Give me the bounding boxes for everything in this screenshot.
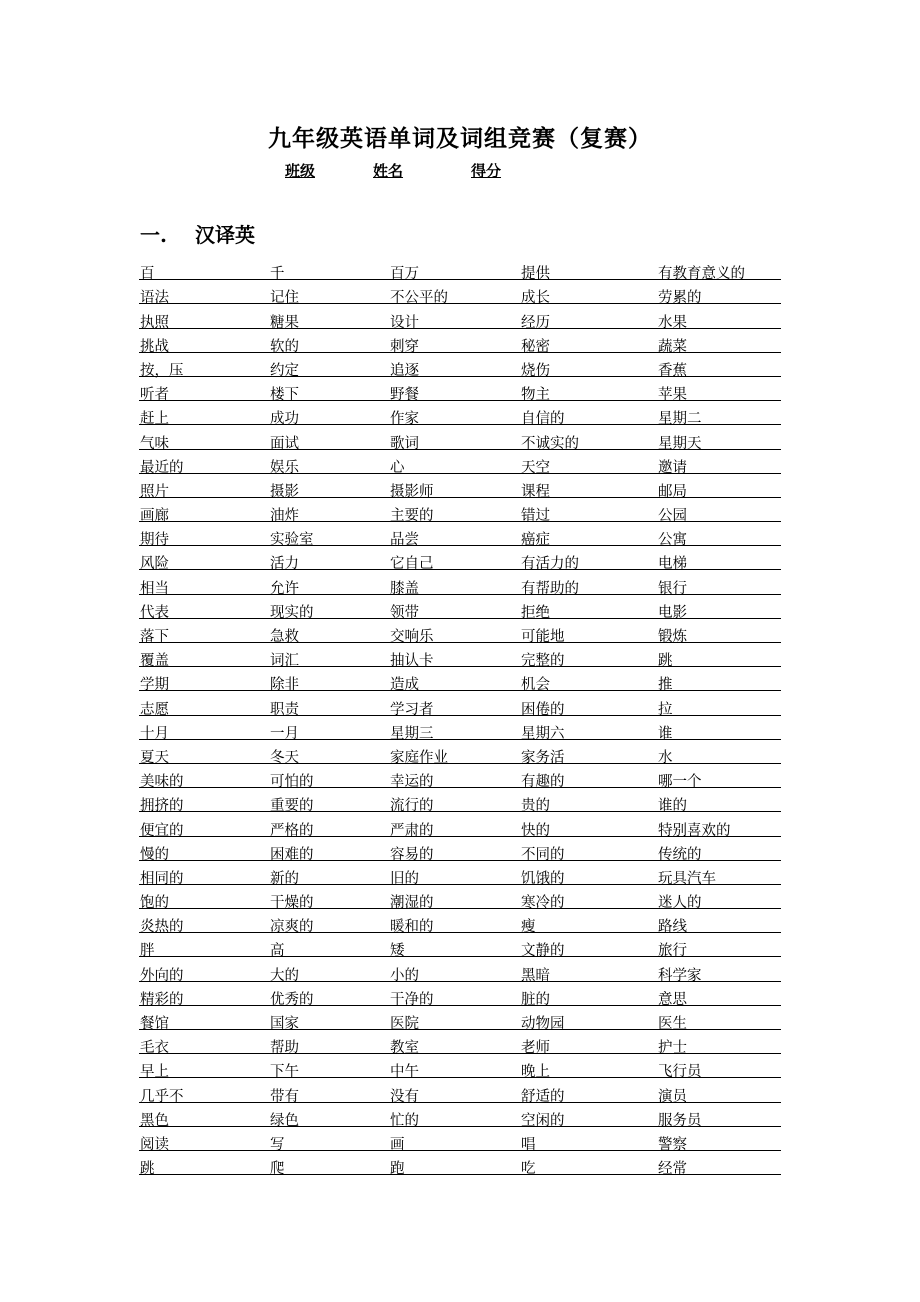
word-cell: 期待 (140, 532, 169, 549)
word-cell: 矮 (390, 943, 405, 960)
word-cell: 优秀的 (270, 991, 314, 1008)
word-cell: 水果 (658, 314, 687, 331)
word-cell: 幸运的 (390, 774, 434, 791)
word-cell: 潮湿的 (390, 895, 434, 912)
word-cell: 现实的 (270, 604, 314, 621)
word-cell: 风险 (140, 556, 169, 573)
word-cell: 楼下 (270, 387, 299, 404)
table-row (139, 788, 781, 815)
table-row (139, 716, 781, 740)
word-cell: 冬天 (270, 749, 299, 766)
word-cell: 有趣的 (521, 774, 565, 791)
word-cell: 抽认卡 (390, 653, 434, 670)
section-number: 一. (140, 223, 167, 247)
word-cell: 流行的 (390, 798, 434, 815)
word-cell: 旧的 (390, 870, 419, 887)
word-cell: 暖和的 (390, 919, 434, 936)
word-cell: 有帮助的 (521, 580, 579, 597)
word-cell: 志愿 (140, 701, 169, 718)
word-cell: 飞行员 (658, 1064, 702, 1081)
word-cell: 劳累的 (658, 290, 702, 307)
word-cell: 高 (270, 943, 285, 960)
word-cell: 不公平的 (390, 290, 448, 307)
word-cell: 瘦 (521, 919, 536, 936)
word-cell: 职责 (270, 701, 299, 718)
word-cell: 拒绝 (521, 604, 550, 621)
table-row (139, 329, 781, 353)
word-cell: 学习者 (390, 701, 434, 718)
word-cell: 按，压 (140, 362, 184, 379)
word-cell: 寒冷的 (521, 895, 565, 912)
word-cell: 可怕的 (270, 774, 314, 791)
word-cell: 动物园 (521, 1016, 565, 1032)
table-row (139, 643, 781, 670)
table-row (139, 570, 781, 597)
word-cell: 歌词 (390, 435, 419, 452)
word-cell: 活力 (270, 556, 299, 573)
table-row (139, 1006, 781, 1030)
table-row (139, 1103, 781, 1127)
word-cell: 急救 (270, 629, 299, 645)
table-row (139, 498, 781, 525)
table-row (139, 522, 781, 549)
word-cell: 外向的 (140, 967, 184, 984)
table-row (139, 982, 781, 1006)
word-cell: 路线 (658, 919, 687, 936)
table-row (139, 401, 781, 428)
word-cell: 凉爽的 (270, 919, 314, 936)
word-cell: 经常 (658, 1161, 687, 1178)
word-cell: 餐馆 (140, 1016, 169, 1032)
word-cell: 除非 (270, 677, 299, 694)
page-title: 九年级英语单词及词组竞赛（复赛） (268, 125, 652, 152)
word-cell: 夏天 (140, 749, 169, 766)
word-cell: 可能地 (521, 629, 565, 645)
word-cell: 舒适的 (521, 1088, 565, 1105)
name-label: 姓名 (373, 162, 404, 180)
word-cell: 服务员 (658, 1112, 702, 1129)
word-cell: 气味 (140, 435, 169, 452)
word-cell: 下午 (270, 1064, 299, 1081)
word-cell: 香蕉 (658, 362, 687, 379)
word-cell: 执照 (140, 314, 169, 331)
word-cell: 绿色 (270, 1112, 299, 1129)
word-cell: 跳 (140, 1161, 155, 1178)
word-cell: 提供 (521, 266, 550, 283)
word-cell: 百万 (390, 266, 419, 283)
word-cell: 旅行 (658, 943, 687, 960)
word-cell: 听者 (140, 387, 169, 404)
word-cell: 自信的 (521, 411, 565, 428)
word-cell: 刺穿 (390, 338, 419, 355)
word-cell: 慢的 (140, 846, 169, 863)
word-cell: 机会 (521, 677, 550, 694)
word-cell: 面试 (270, 435, 299, 452)
table-row (139, 957, 781, 984)
word-cell: 阅读 (140, 1136, 169, 1153)
word-cell: 心 (390, 459, 405, 476)
vocabulary-table (139, 256, 781, 1178)
word-cell: 落下 (140, 629, 169, 645)
table-row (139, 1151, 781, 1178)
word-cell: 没有 (390, 1088, 419, 1105)
word-cell: 星期三 (390, 725, 434, 742)
table-row (139, 885, 781, 912)
word-cell: 传统的 (658, 846, 702, 863)
word-cell: 推 (658, 677, 673, 694)
word-cell: 物主 (521, 387, 550, 404)
word-cell: 星期二 (658, 411, 702, 428)
word-cell: 新的 (270, 870, 299, 887)
student-info-line (285, 160, 501, 181)
word-cell: 实验室 (270, 532, 314, 549)
word-cell: 膝盖 (390, 580, 419, 597)
word-cell: 演员 (658, 1088, 687, 1105)
word-cell: 干净的 (390, 991, 434, 1008)
word-cell: 摄影 (270, 483, 299, 500)
table-row (139, 619, 781, 643)
word-cell: 不诚实的 (521, 435, 579, 452)
word-cell: 谁的 (658, 798, 687, 815)
word-cell: 公园 (658, 508, 687, 525)
word-cell: 毛衣 (140, 1040, 169, 1057)
word-cell: 品尝 (390, 532, 419, 549)
word-cell: 医生 (658, 1016, 687, 1032)
table-row (139, 1054, 781, 1081)
word-cell: 学期 (140, 677, 169, 694)
word-cell: 它自己 (390, 556, 434, 573)
table-row (139, 280, 781, 307)
word-cell: 不同的 (521, 846, 565, 863)
word-cell: 中午 (390, 1064, 419, 1081)
word-cell: 造成 (390, 677, 419, 694)
word-cell: 玩具汽车 (658, 870, 716, 887)
word-cell: 记住 (270, 290, 299, 307)
word-cell: 家庭作业 (390, 749, 448, 766)
word-cell: 几乎不 (140, 1088, 184, 1105)
word-cell: 覆盖 (140, 653, 169, 670)
score-label: 得分 (471, 162, 502, 180)
word-cell: 美味的 (140, 774, 184, 791)
word-cell: 画廊 (140, 508, 169, 525)
word-cell: 国家 (270, 1016, 299, 1032)
word-cell: 吃 (521, 1161, 536, 1178)
word-cell: 饱的 (140, 895, 169, 912)
word-cell: 炎热的 (140, 919, 184, 936)
word-cell: 有活力的 (521, 556, 579, 573)
word-cell: 追逐 (390, 362, 419, 379)
word-cell: 烧伤 (521, 362, 550, 379)
word-cell: 唱 (521, 1136, 536, 1153)
table-row (139, 740, 781, 764)
word-cell: 严格的 (270, 822, 314, 839)
table-row (139, 377, 781, 404)
word-cell: 谁 (658, 725, 673, 742)
word-cell: 快的 (521, 822, 550, 839)
section-title: 汉译英 (195, 223, 255, 247)
word-cell: 作家 (390, 411, 419, 428)
word-cell: 词汇 (270, 653, 299, 670)
word-cell: 交响乐 (390, 629, 434, 645)
word-cell: 约定 (270, 362, 299, 379)
section-heading (140, 219, 255, 248)
word-cell: 干燥的 (270, 895, 314, 912)
word-cell: 精彩的 (140, 991, 184, 1008)
word-cell: 娱乐 (270, 459, 299, 476)
word-cell: 癌症 (521, 532, 550, 549)
word-cell: 贵的 (521, 798, 550, 815)
word-cell: 大的 (270, 967, 299, 984)
word-cell: 严肃的 (390, 822, 434, 839)
word-cell: 秘密 (521, 338, 550, 355)
table-row (139, 667, 781, 694)
word-cell: 哪一个 (658, 774, 702, 791)
table-row (139, 425, 781, 452)
word-cell: 跑 (390, 1161, 405, 1178)
word-cell: 忙的 (390, 1112, 419, 1129)
word-cell: 星期六 (521, 725, 565, 742)
word-cell: 警察 (658, 1136, 687, 1153)
table-row (139, 256, 781, 283)
word-cell: 赶上 (140, 411, 169, 428)
table-row (139, 1127, 781, 1151)
word-cell: 容易的 (390, 846, 434, 863)
word-cell: 相同的 (140, 870, 184, 887)
table-row (139, 1030, 781, 1057)
word-cell: 公寓 (658, 532, 687, 549)
word-cell: 困难的 (270, 846, 314, 863)
word-cell: 主要的 (390, 508, 434, 525)
word-cell: 饥饿的 (521, 870, 565, 887)
table-row (139, 304, 781, 331)
word-cell: 照片 (140, 483, 169, 500)
word-cell: 星期天 (658, 435, 702, 452)
word-cell: 家务活 (521, 749, 565, 766)
word-cell: 成长 (521, 290, 550, 307)
word-cell: 早上 (140, 1064, 169, 1081)
word-cell: 医院 (390, 1016, 419, 1032)
word-cell: 锻炼 (658, 629, 687, 645)
word-cell: 一月 (270, 725, 299, 742)
word-cell: 老师 (521, 1040, 550, 1057)
word-cell: 课程 (521, 483, 550, 500)
word-cell: 意思 (658, 991, 687, 1008)
word-cell: 银行 (658, 580, 687, 597)
word-cell: 邮局 (658, 483, 687, 500)
table-row (139, 764, 781, 791)
word-cell: 代表 (140, 604, 169, 621)
word-cell: 拉 (658, 701, 673, 718)
word-cell: 护士 (658, 1040, 687, 1057)
class-label: 班级 (285, 162, 316, 180)
word-cell: 有教育意义的 (658, 266, 745, 283)
word-cell: 教室 (390, 1040, 419, 1057)
word-cell: 电梯 (658, 556, 687, 573)
word-cell: 油炸 (270, 508, 299, 525)
word-cell: 摄影师 (390, 483, 434, 500)
word-cell: 黑色 (140, 1112, 169, 1129)
table-row (139, 909, 781, 936)
word-cell: 相当 (140, 580, 169, 597)
table-row (139, 691, 781, 718)
word-cell: 千 (270, 266, 285, 283)
table-row (139, 474, 781, 498)
word-cell: 设计 (390, 314, 419, 331)
word-cell: 成功 (270, 411, 299, 428)
word-cell: 黑暗 (521, 967, 550, 984)
table-row (139, 595, 781, 619)
word-cell: 晚上 (521, 1064, 550, 1081)
word-cell: 软的 (270, 338, 299, 355)
word-cell: 苹果 (658, 387, 687, 404)
word-cell: 十月 (140, 725, 169, 742)
word-cell: 脏的 (521, 991, 550, 1008)
word-cell: 错过 (521, 508, 550, 525)
table-row (139, 353, 781, 377)
word-cell: 空闲的 (521, 1112, 565, 1129)
word-cell: 完整的 (521, 653, 565, 670)
word-cell: 水 (658, 749, 673, 766)
word-cell: 困倦的 (521, 701, 565, 718)
word-cell: 挑战 (140, 338, 169, 355)
word-cell: 邀请 (658, 459, 687, 476)
word-cell: 便宜的 (140, 822, 184, 839)
word-cell: 领带 (390, 604, 419, 621)
word-cell: 百 (140, 266, 155, 283)
word-cell: 科学家 (658, 967, 702, 984)
word-cell: 天空 (521, 459, 550, 476)
word-cell: 经历 (521, 314, 550, 331)
word-cell: 电影 (658, 604, 687, 621)
word-cell: 跳 (658, 653, 673, 670)
table-row (139, 837, 781, 861)
word-cell: 带有 (270, 1088, 299, 1105)
word-cell: 小的 (390, 967, 419, 984)
word-cell: 写 (270, 1136, 285, 1153)
table-row (139, 812, 781, 839)
word-cell: 帮助 (270, 1040, 299, 1057)
table-row (139, 546, 781, 573)
word-cell: 野餐 (390, 387, 419, 404)
word-cell: 爬 (270, 1161, 285, 1178)
word-cell: 文静的 (521, 943, 565, 960)
word-cell: 迷人的 (658, 895, 702, 912)
table-row (139, 1078, 781, 1105)
word-cell: 胖 (140, 943, 155, 960)
table-row (139, 861, 781, 885)
word-cell: 允许 (270, 580, 299, 597)
table-row (139, 933, 781, 960)
word-cell: 蔬菜 (658, 338, 687, 355)
word-cell: 拥挤的 (140, 798, 184, 815)
word-cell: 最近的 (140, 459, 184, 476)
word-cell: 特别喜欢的 (658, 822, 731, 839)
word-cell: 画 (390, 1136, 405, 1153)
word-cell: 语法 (140, 290, 169, 307)
word-cell: 糖果 (270, 314, 299, 331)
word-cell: 重要的 (270, 798, 314, 815)
table-row (139, 450, 781, 474)
